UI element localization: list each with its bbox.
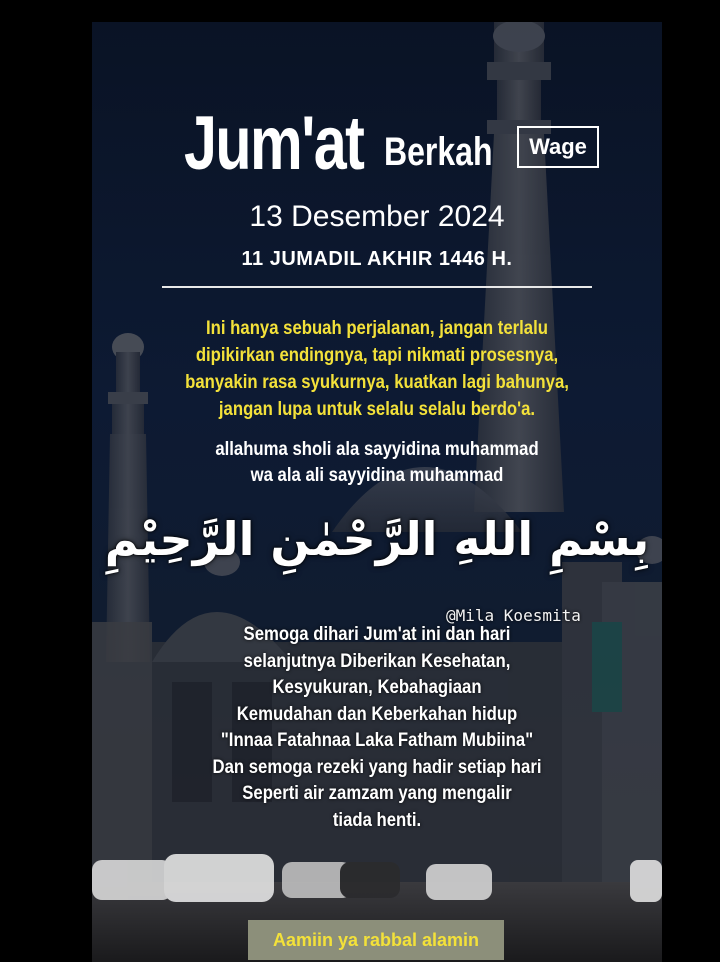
greeting-poster — [92, 22, 662, 962]
watermark: @Mila Koesmita — [446, 606, 581, 625]
gregorian-date: 13 Desember 2024 — [249, 200, 505, 233]
title-berkah: Berkah — [384, 130, 493, 174]
motivational-quote — [92, 315, 662, 423]
shalawat-text — [92, 437, 662, 489]
prayer-line: Dan semoga rezeki yang hadir setiap hari — [212, 756, 542, 778]
quote-line: dipikirkan endingnya, tapi nikmati prosesnya, — [195, 345, 559, 366]
quote-line: banyakin rasa syukurnya, kuatkan lagi bahunya, — [185, 372, 569, 393]
shalawat-line: allahuma sholi ala sayyidina muhammad — [215, 439, 539, 460]
prayer-line: tiada henti. — [332, 809, 422, 831]
quote-line: Ini hanya sebuah perjalanan, jangan terlalu — [206, 318, 548, 339]
prayer-text — [92, 622, 662, 834]
shalawat-line: wa ala ali sayyidina muhammad — [250, 465, 504, 486]
basmala-calligraphy: بِسْمِ اللهِ الرَّحْمٰنِ الرَّحِيْمِ — [104, 512, 650, 566]
prayer-line: Kesyukuran, Kebahagiaan — [272, 677, 482, 698]
quote-line: jangan lupa untuk selalu selalu berdo'a. — [218, 399, 536, 420]
amin-caption: Aamiin ya rabbal alamin — [248, 920, 504, 960]
wage-badge: Wage — [517, 126, 599, 168]
divider-line — [162, 286, 592, 288]
prayer-line: Seperti air zamzam yang mengalir — [242, 783, 512, 804]
prayer-line: Kemudahan dan Keberkahan hidup — [236, 703, 518, 725]
title-jumat: Jum'at — [184, 101, 364, 186]
prayer-line: selanjutnya Diberikan Kesehatan, — [243, 650, 511, 672]
hijri-date: 11 JUMADIL AKHIR 1446 H. — [241, 248, 513, 270]
prayer-line: "Innaa Fatahnaa Laka Fatham Mubiina" — [220, 730, 534, 751]
prayer-line: Semoga dihari Jum'at ini dan hari — [243, 624, 511, 645]
